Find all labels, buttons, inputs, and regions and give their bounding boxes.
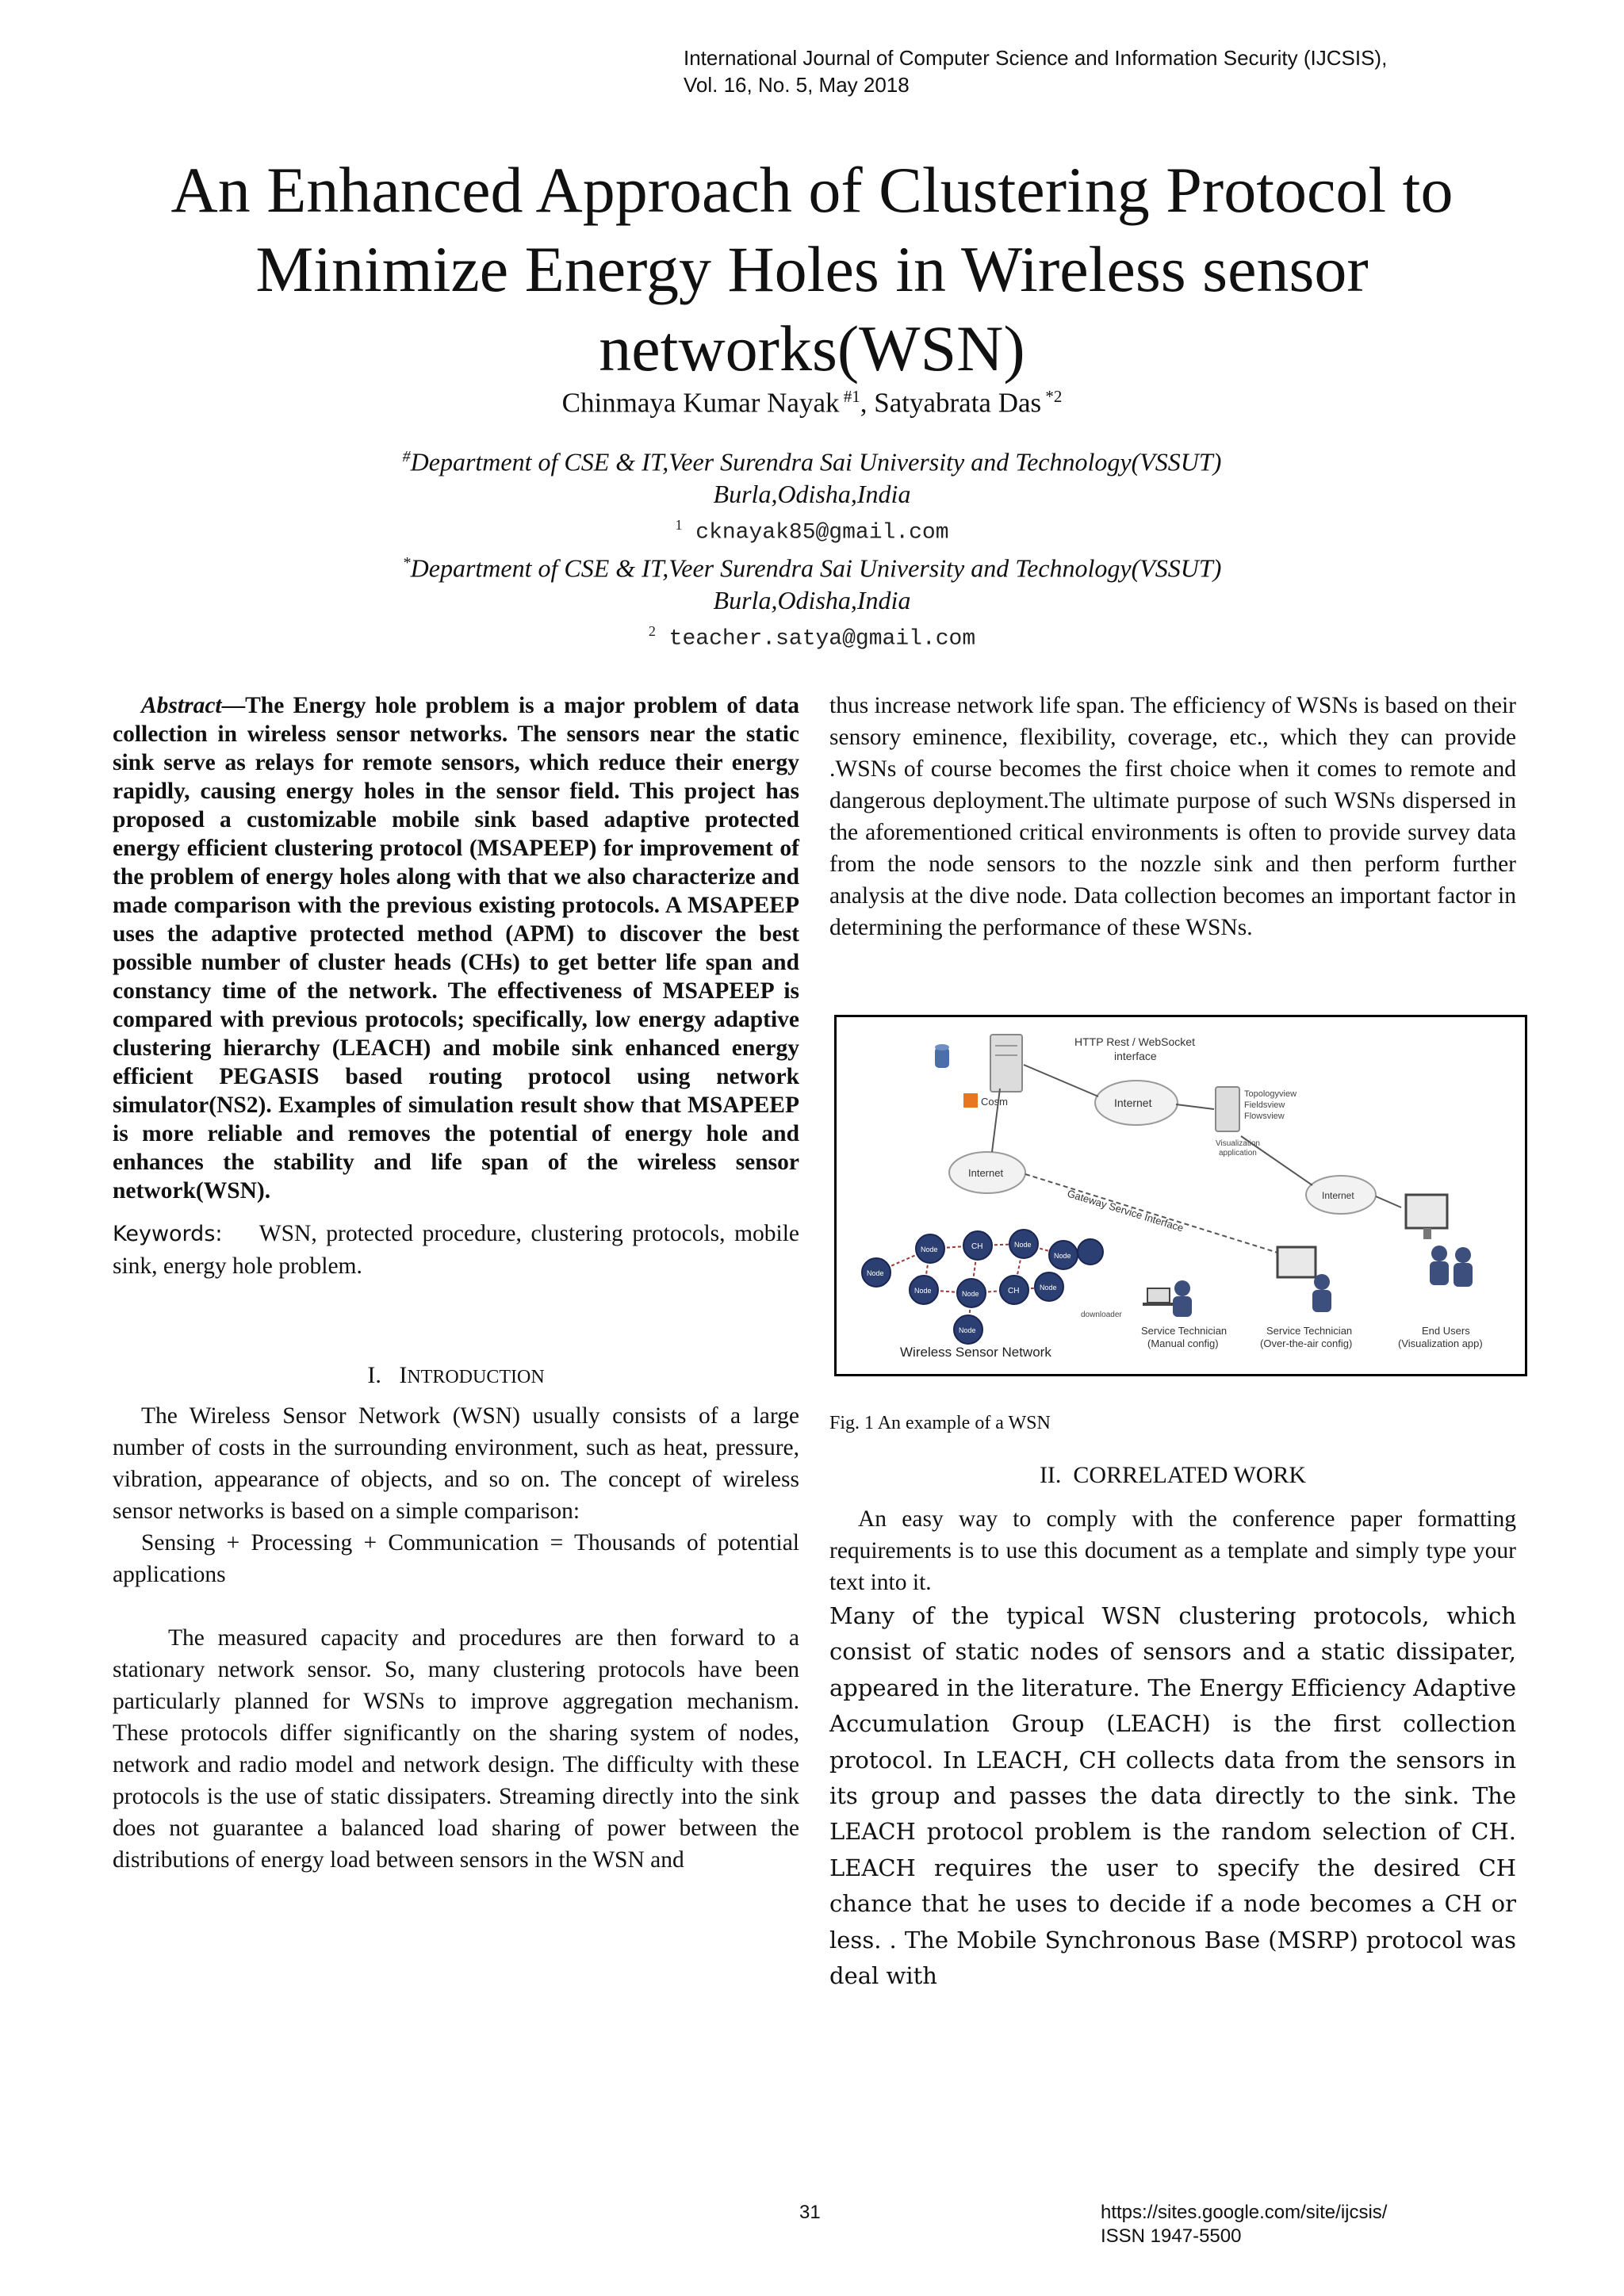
end-users-icon xyxy=(1430,1246,1473,1287)
title-line-2: Minimize Energy Holes in Wireless sensor xyxy=(255,233,1369,305)
technician-monitor-icon xyxy=(1277,1247,1316,1277)
end-users-label-a: End Users xyxy=(1422,1325,1470,1337)
email-1[interactable] xyxy=(0,511,1624,547)
paper-title xyxy=(119,151,1505,388)
views-label-3: Flowsview xyxy=(1244,1112,1285,1121)
tech-2-label-b: (Over-the-air config) xyxy=(1260,1337,1353,1349)
tech-2-label-a: Service Technician xyxy=(1266,1325,1353,1337)
views-label-1: Topologyview xyxy=(1244,1089,1297,1099)
technician-2-icon xyxy=(1312,1274,1331,1312)
node-label: Node xyxy=(867,1269,884,1277)
node-label: Node xyxy=(1014,1241,1032,1249)
email-2-address[interactable]: teacher.satya@gmail.com xyxy=(668,626,976,652)
node-label: Node xyxy=(1054,1252,1071,1260)
section-1-heading xyxy=(113,1362,799,1389)
node-label: Node xyxy=(1040,1284,1057,1292)
email-2-num: 2 xyxy=(648,623,656,639)
keywords-text: WSN, protected procedure, clustering protocols, mobile sink, energy hole problem. xyxy=(113,1221,800,1279)
tech-1-label-a: Service Technician xyxy=(1141,1325,1228,1337)
cosm-icon xyxy=(963,1093,978,1108)
journal-header xyxy=(684,44,1556,98)
intro-paragraph-1: The Wireless Sensor Network (WSN) usually consists of a large number of costs in the surrounding environment, such as heat, pressure, vibration, appearance of objects, and so on. The concept of wireless sensor networks is based on a simple comparison: xyxy=(113,1403,799,1524)
journal-url[interactable]: https://sites.google.com/site/ijcsis/ xyxy=(1101,2202,1388,2223)
visualization-server-icon xyxy=(1216,1087,1239,1131)
affiliation-1-place: Burla,Odisha,India xyxy=(713,479,911,508)
database-icon xyxy=(935,1044,949,1068)
section-1-title-rest: NTRODUCTION xyxy=(407,1367,545,1387)
ch-label: CH xyxy=(971,1242,983,1251)
affiliation-2 xyxy=(0,547,1624,616)
issn: ISSN 1947-5500 xyxy=(1101,2225,1242,2247)
author-1: Chinmaya Kumar Nayak xyxy=(561,387,840,419)
connection-lines xyxy=(992,1065,1401,1255)
vis-label-1: Visualization xyxy=(1216,1139,1260,1148)
footer-links xyxy=(1101,2201,1387,2248)
abstract-lead: Abstract xyxy=(141,693,222,718)
keywords xyxy=(113,1218,799,1282)
gateway-label: Gateway Service Interface xyxy=(1066,1187,1185,1234)
email-1-address[interactable]: cknayak85@gmail.com xyxy=(695,520,949,545)
abstract-dash: — xyxy=(221,693,246,718)
node-label: Node xyxy=(914,1287,932,1295)
section-1-body xyxy=(113,1400,799,1876)
affiliation-2-mark: * xyxy=(402,554,411,572)
interface-label: interface xyxy=(1114,1050,1157,1062)
views-label-2: Fieldsview xyxy=(1244,1100,1285,1110)
node-label: Node xyxy=(962,1290,979,1298)
affiliation-2-place: Burla,Odisha,India xyxy=(713,585,911,614)
internet-label-2: Internet xyxy=(968,1167,1004,1179)
abstract-text: The Energy hole problem is a major problem of data collection in wireless sensor networks. The sensors near the static sink serve as relays for remote sensors, which reduce their energy rapidly, causing energy holes in the sensor field. This project has proposed a customizable mobile sink based adaptive protected energy efficient clustering protocol (MSAPEEP) for improvement of the problem of energy holes along with that we also characterize and made comparison with the previous existing protocols. A MSAPEEP uses the adaptive protected method (APM) to discover the best possible number of cluster heads (CHs) to get better life span and constancy time of the network. The effectiveness of MSAPEEP is compared with previous protocols; specifically, low energy adaptive clustering hierarchy (LEACH) and mobile sink enhanced energy efficient PEGASIS based routing protocol using network simulator(NS2). Examples of simulation result show that MSAPEEP is more reliable and removes the potential of energy hole and enhances the stability and life span of the wireless sensor network(WSN). xyxy=(113,693,799,1203)
technician-1-icon xyxy=(1173,1280,1192,1317)
title-line-1: An Enhanced Approach of Clustering Protocol to xyxy=(170,154,1454,226)
downloader-label: downloader xyxy=(1081,1311,1122,1319)
right-column-intro xyxy=(829,690,1516,943)
email-1-num: 1 xyxy=(675,517,683,533)
page-number: 31 xyxy=(799,2202,821,2223)
author-list xyxy=(0,387,1624,419)
author-1-mark: #1 xyxy=(843,387,860,406)
sensor-node xyxy=(1078,1239,1103,1265)
figure-1 xyxy=(834,1015,1527,1376)
journal-volume: Vol. 16, No. 5, May 2018 xyxy=(684,73,910,97)
internet-label-3: Internet xyxy=(1322,1190,1354,1201)
section-2-body xyxy=(829,1503,1516,1994)
internet-label-1: Internet xyxy=(1114,1096,1152,1109)
wsn-label: Wireless Sensor Network xyxy=(900,1345,1051,1360)
intro-paragraph-2: Sensing + Processing + Communication = Thousands of potential applications xyxy=(113,1530,799,1587)
section-1-title-first: I xyxy=(399,1362,408,1388)
vis-label-2: application xyxy=(1219,1149,1257,1158)
cosm-label: Cosm xyxy=(981,1096,1008,1108)
end-users-label-b: (Visualization app) xyxy=(1398,1337,1483,1349)
abstract xyxy=(113,691,799,1205)
affiliation-1-mark: # xyxy=(402,448,411,465)
node-label: Node xyxy=(921,1246,938,1253)
affiliation-2-dept: Department of CSE & IT,Veer Surendra Sai University and Technology(VSSUT) xyxy=(410,553,1222,583)
end-user-monitor-icon xyxy=(1406,1195,1447,1239)
intro-paragraph-3: The measured capacity and procedures are then forward to a stationary network sensor. So, many clustering protocols have been particularly planned for WSNs to improve aggregation mechanism. These protocols differ significantly on the sharing system of nodes, network and radio model and network design. The difficulty with these protocols is the use of static dissipaters. Streaming directly into the sink does not guarantee a balanced load sharing of power between the distributions of energy load between sensors in the WSN and xyxy=(113,1625,799,1873)
related-paragraph-1: An easy way to comply with the conference paper formatting requirements is to use this document as a template and simply type your text into it. xyxy=(829,1506,1516,1595)
email-2[interactable] xyxy=(0,617,1624,653)
http-label: HTTP Rest / WebSocket xyxy=(1074,1035,1195,1048)
intro-continued-paragraph: thus increase network life span. The efficiency of WSNs is based on their sensory eminence, flexibility, coverage, etc., which they can provide .WSNs of course becomes the first choice when it comes to remote and dangerous deployment.The ultimate purpose of such WSNs dispersed in the aforementioned critical environments is often to provide survey data from the node sensors to the nozzle sink and then perform further analysis at the dive node. Data collection becomes an important factor in determining the performance of these WSNs. xyxy=(829,693,1516,940)
author-separator: , xyxy=(860,387,875,419)
figure-1-caption: Fig. 1 An example of a WSN xyxy=(829,1413,1051,1433)
laptop-icon xyxy=(1143,1288,1174,1306)
affiliation-1 xyxy=(0,441,1624,510)
related-paragraph-2: Many of the typical WSN clustering protocols, which consist of static nodes of sensors and a static dissipater, appeared in the literature. The Energy Efficiency Adaptive Accumulation Group (LEACH) is the first collection protocol. In LEACH, CH collects data from the sensors in its group and passes the data directly to the sink. The LEACH protocol problem is the random selection of CH. LEACH requires the user to specify the desired CH chance that he uses to decide if a node becomes a CH or less. . The Mobile Synchronous Base (MSRP) protocol was deal with xyxy=(829,1602,1516,1990)
ch-label: CH xyxy=(1008,1287,1020,1295)
tech-1-label-b: (Manual config) xyxy=(1147,1337,1219,1349)
server-icon xyxy=(990,1035,1022,1092)
journal-name: International Journal of Computer Science and Information Security (IJCSIS), xyxy=(684,46,1388,70)
section-1-numeral: I. xyxy=(367,1362,381,1388)
section-2-heading xyxy=(829,1462,1516,1489)
keywords-label: Keywords: xyxy=(113,1222,223,1246)
section-2-title: CORRELATED WORK xyxy=(1073,1462,1307,1488)
wsn-diagram xyxy=(837,1017,1525,1374)
author-2-mark: *2 xyxy=(1045,387,1063,406)
section-2-numeral: II. xyxy=(1039,1462,1062,1488)
author-2: Satyabrata Das xyxy=(874,387,1042,419)
affiliation-1-dept: Department of CSE & IT,Veer Surendra Sai University and Technology(VSSUT) xyxy=(410,447,1222,476)
title-line-3: networks(WSN) xyxy=(599,312,1025,385)
node-label: Node xyxy=(959,1326,976,1334)
